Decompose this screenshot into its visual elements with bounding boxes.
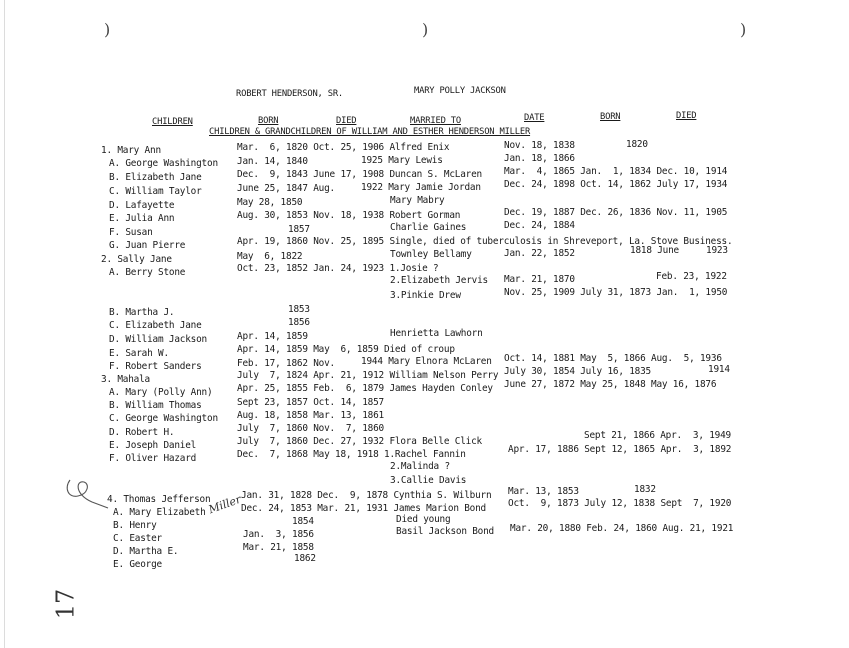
row-data: 1922 Mary Jamie Jordan [361, 182, 481, 193]
handwritten-note: Miller [206, 492, 243, 517]
row-date: Apr. 17, 1886 Sept 12, 1865 Apr. 3, 1892 [508, 444, 732, 455]
row-data: July 7, 1824 Apr. 21, 1912 William Nelson Perry [237, 370, 499, 381]
row-name: A. Mary (Polly Ann) [109, 387, 213, 398]
row-name: D. Lafayette [109, 200, 175, 211]
row-date: Jan. 18, 1866 [504, 153, 575, 164]
row-spouse: Basil Jackson Bond [396, 526, 494, 537]
row-data: Feb. 17, 1862 Nov. [237, 358, 335, 369]
row-name: B. Elizabeth Jane [109, 172, 202, 183]
row-name: F. Oliver Hazard [109, 453, 197, 464]
row-name: 2. Sally Jane [101, 254, 172, 265]
row-spouse: 3.Callie Davis [390, 475, 467, 486]
scan-edge-line [4, 0, 5, 648]
row-date: Oct. 9, 1873 July 12, 1838 Sept 7, 1920 [508, 498, 732, 509]
row-data: Jan. 31, 1828 Dec. 9, 1878 Cynthia S. Wilburn [241, 490, 492, 501]
row-data: 1862 [294, 553, 316, 564]
row-data: Apr. 25, 1855 Feb. 6, 1879 James Hayden Conley [237, 383, 493, 394]
row-name: B. Martha J. [109, 307, 175, 318]
row-data: Jan. 14, 1840 [237, 156, 308, 167]
row-date: Dec. 24, 1884 [504, 220, 575, 231]
row-date: Mar. 20, 1880 Feb. 24, 1860 Aug. 21, 1921 [510, 523, 734, 534]
row-spouse: Died young [396, 514, 451, 525]
row-date: Nov. 18, 1838 [504, 140, 575, 151]
row-date: Dec. 19, 1887 Dec. 26, 1836 Nov. 11, 1905 [504, 207, 728, 218]
row-date: Dec. 24, 1898 Oct. 14, 1862 July 17, 1934 [504, 179, 728, 190]
punch-hole-mark-right: ) [740, 20, 747, 39]
col-died: DIED [336, 116, 357, 126]
row-name: E. Sarah W. [109, 348, 169, 359]
row-data: Jan. 3, 1856 [243, 529, 314, 540]
row-name: A. George Washington [109, 158, 218, 169]
row-name: E. Joseph Daniel [109, 440, 197, 451]
row-name: B. Henry [113, 520, 157, 531]
row-name: F. Susan [109, 227, 153, 238]
punch-hole-mark-left: ) [104, 20, 111, 39]
row-name: C. Elizabeth Jane [109, 320, 202, 331]
row-name: A. Mary Elizabeth [113, 507, 206, 518]
father-name: ROBERT HENDERSON, SR. [236, 89, 344, 99]
row-data: Aug. 18, 1858 Mar. 13, 1861 [237, 410, 384, 421]
row-spouse-died: 1914 [708, 364, 730, 375]
row-spouse-born: 1832 [634, 484, 656, 495]
row-name: A. Berry Stone [109, 267, 186, 278]
row-spouse: 3.Pinkie Drew [390, 290, 461, 301]
row-date: July 30, 1854 July 16, 1835 [504, 366, 651, 377]
row-date: Oct. 14, 1881 May 5, 1866 Aug. 5, 1936 [504, 353, 722, 364]
row-name: D. Martha E. [113, 546, 179, 557]
row-data: Mar. 6, 1820 Oct. 25, 1906 Alfred Enix [237, 142, 450, 153]
col-children: CHILDREN [152, 117, 193, 127]
row-data: 1944 Mary Elnora McLaren [361, 356, 492, 367]
row-name: C. William Taylor [109, 186, 202, 197]
row-data: 1857 [288, 224, 310, 235]
row-data: June 25, 1847 Aug. [237, 183, 335, 194]
row-data: July 7, 1860 Nov. 7, 1860 [237, 423, 384, 434]
mother-name: MARY POLLY JACKSON [414, 86, 506, 96]
row-data: 1856 [288, 317, 310, 328]
row-spouse-died: Feb. 23, 1922 [656, 271, 727, 282]
row-data: May 28, 1850 [237, 197, 303, 208]
row-name: 3. Mahala [101, 374, 150, 385]
row-name: D. Robert H. [109, 427, 175, 438]
row-data: Dec. 24, 1853 Mar. 21, 1931 James Marion Bond [241, 503, 486, 514]
row-date: Jan. 22, 1852 [504, 248, 575, 259]
row-name: E. Julia Ann [109, 213, 175, 224]
row-date: June 27, 1872 May 25, 1848 May 16, 1876 [504, 379, 717, 390]
row-data: 1853 [288, 304, 310, 315]
row-spouse: Mary Mabry [390, 195, 445, 206]
row-name: F. Robert Sanders [109, 361, 202, 372]
row-data: Apr. 14, 1859 May 6, 1859 Died of croup [237, 344, 455, 355]
row-name: C. George Washington [109, 413, 218, 424]
col-spouse-born: BORN [600, 112, 621, 122]
row-spouse: Henrietta Lawhorn [390, 328, 483, 339]
col-spouse-died: DIED [676, 111, 697, 121]
row-name: D. William Jackson [109, 334, 207, 345]
col-married-to: MARRIED TO [410, 116, 461, 126]
row-data: Apr. 19, 1860 Nov. 25, 1895 Single, died of tuberculosis in Shreveport, La. Stove Business. [237, 236, 733, 247]
row-name: 1. Mary Ann [101, 145, 161, 156]
row-date: Mar. 13, 1853 [508, 486, 579, 497]
col-date: DATE [524, 113, 545, 123]
row-spouse-born: 1818 June [630, 245, 679, 256]
col-born: BORN [258, 116, 279, 126]
row-date: Mar. 4, 1865 Jan. 1, 1834 Dec. 10, 1914 [504, 166, 728, 177]
row-data: Dec. 9, 1843 June 17, 1908 Duncan S. McLaren [237, 169, 482, 180]
row-data: Aug. 30, 1853 Nov. 18, 1938 Robert Gorman [237, 210, 461, 221]
row-data: July 7, 1860 Dec. 27, 1932 Flora Belle Click [237, 436, 482, 447]
row-data: May 6, 1822 [237, 251, 303, 262]
row-date: Nov. 25, 1909 July 31, 1873 Jan. 1, 1950 [504, 287, 728, 298]
row-spouse: 2.Malinda ? [390, 461, 450, 472]
row-name: B. William Thomas [109, 400, 202, 411]
row-spouse-dates: Sept 21, 1866 Apr. 3, 1949 [584, 430, 731, 441]
row-spouse-born: 1820 [626, 139, 648, 150]
row-name: C. Easter [113, 533, 162, 544]
row-data: Mar. 21, 1858 [243, 542, 314, 553]
row-data: 1854 [292, 516, 314, 527]
row-spouse: Charlie Gaines [390, 222, 467, 233]
page-number: 17 [51, 588, 80, 620]
row-name: 4. Thomas Jefferson [107, 494, 211, 505]
row-spouse-died: 1923 [706, 245, 728, 256]
row-name: E. George [113, 559, 162, 570]
row-data: Sept 23, 1857 Oct. 14, 1857 [237, 397, 384, 408]
row-spouse: 2.Elizabeth Jervis [390, 275, 488, 286]
row-date: Mar. 21, 1870 [504, 274, 575, 285]
row-data: Apr. 14, 1859 [237, 331, 308, 342]
row-data: 1925 Mary Lewis [361, 155, 443, 166]
punch-hole-mark-center: ) [422, 20, 429, 39]
row-name: G. Juan Pierre [109, 240, 186, 251]
handwritten-bracket-mark [62, 474, 112, 514]
page-subtitle: CHILDREN & GRANDCHILDREN OF WILLIAM AND ESTHER HENDERSON MILLER [209, 127, 531, 137]
row-data: Dec. 7, 1868 May 18, 1918 1.Rachel Fannin [237, 449, 466, 460]
row-data: Oct. 23, 1852 Jan. 24, 1923 1.Josie ? [237, 263, 439, 274]
row-spouse: Townley Bellamy [390, 249, 472, 260]
